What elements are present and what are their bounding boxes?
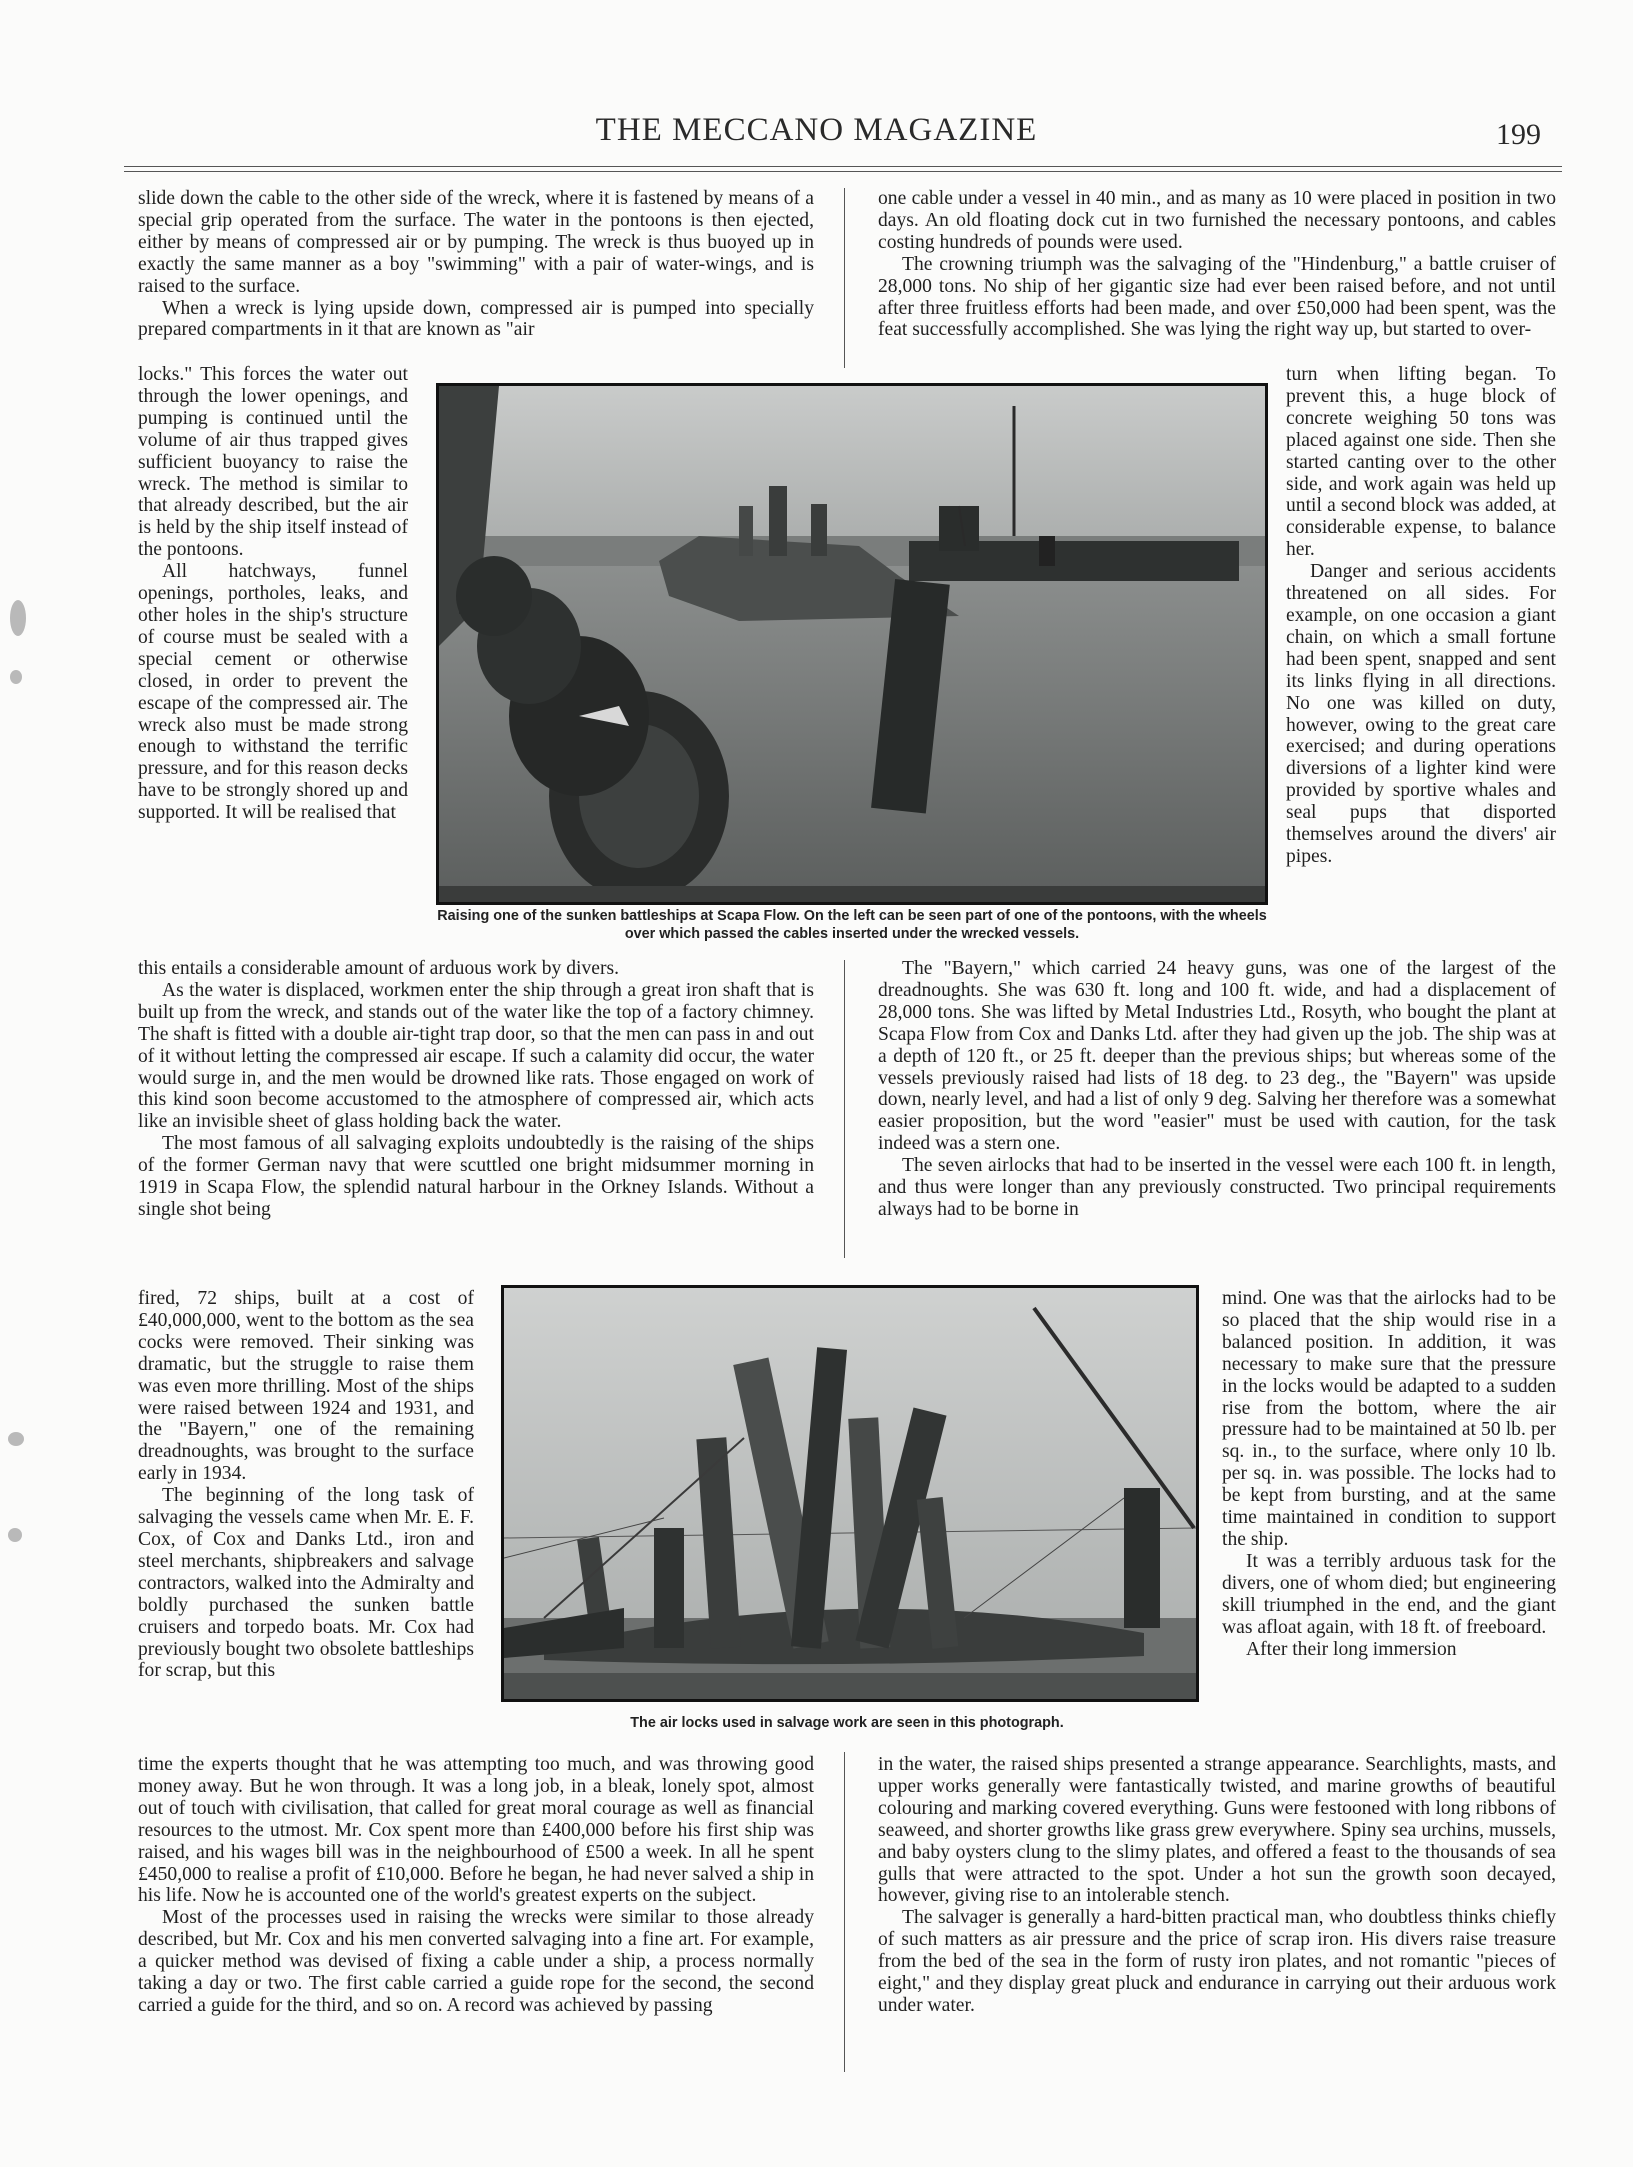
article-text-left-narrow-1: locks." This forces the water out through the lower openings, and pumping is continued until the volume of air thus trapped gives sufficient buoyancy to raise the wreck. The method is similar to that already described, but the air is held by the ship itself instead of the pontoons. All hatchways, funnel openings, portholes, leaks, and other holes in the ship's structure of course must be sealed with a special cement or otherwise closed, in order to prevent the escape of the compressed air. The wreck also must be made strong enough to withstand the terrific pressure, and for this reason decks have to be strongly shored up and supported. It will be realised that <box>138 364 408 824</box>
article-text-right-mid: The "Bayern," which carried 24 heavy guns, was one of the largest of the dreadnoughts. She was 630 ft. long and 100 ft. wide, and had a displacement of 28,000 tons. She was lifted by Metal Industries Ltd., Rosyth, who bought the plant at Scapa Flow from Cox and Danks Ltd. after they had given up the job. The ship was at a depth of 120 ft., or 25 ft. deeper than the previous ships; but whereas some of the vessels previously raised had lists of 18 deg. to 23 deg., the "Bayern" was upside down, nearly level, and had a list of only 9 deg. Salving her therefore was a somewhat easier proposition, but the word "easier" must be used with caution, for the task indeed was a stern one. The seven airlocks that had to be inserted in the vessel were each 100 ft. in length, and thus were longer than any previously constructed. Two principal requirements always had to be borne in <box>878 958 1556 1220</box>
margin-mark <box>8 1432 24 1446</box>
article-text-left-mid: this entails a considerable amount of arduous work by divers. As the water is displaced, workmen enter the ship through a great iron shaft that is built up from the wreck, and stands out of the water like the top of a factory chimney. The shaft is fitted with a double air-tight trap door, so that the men can pass in and out of it without letting the compressed air escape. If such a calamity did occur, the water would surge in, and the men would be drowned like rats. Those engaged on work of this kind soon become accustomed to the atmosphere of compressed air, which acts like an invisible sheet of glass holding back the water. The most famous of all salvaging exploits undoubtedly is the raising of the ships of the former German navy that were scuttled one bright midsummer morning in 1919 in Scapa Flow, the splendid natural harbour in the Orkney Islands. Without a single shot being <box>138 958 814 1220</box>
article-text-right-top: one cable under a vessel in 40 min., and as many as 10 were placed in position in two days. An old floating dock cut in two furnished the necessary pontoons, and cables costing hundreds of pounds were used. The crowning triumph was the salvaging of the "Hindenburg," a battle cruiser of 28,000 tons. No ship of her gigantic size had ever been raised before, and not until after three fruitless efforts had been made, and over £50,000 had been spent, was the feat successfully accomplished. She was lying the right way up, but started to over- <box>878 188 1556 341</box>
photo-caption-1: Raising one of the sunken battleships at Scapa Flow. On the left can be seen part of one of the pontoons, with the wheels over which passed the cables inserted under the wrecked vessels. <box>437 908 1267 942</box>
magazine-title: THE MECCANO MAGAZINE <box>595 112 1038 148</box>
page-number: 199 <box>1496 118 1541 151</box>
article-text-right-narrow-2: mind. One was that the airlocks had to be so placed that the ship would rise in a balanced position. In addition, it was necessary to make sure that the pressure in the locks would be adapted to a sudden rise from the bottom, where the air pressure had to be maintained at 50 lb. per sq. in., to the surface, where only 10 lb. per sq. in. was possible. The locks had to be kept from bursting, and at the same time maintained in condition to support the ship. It was a terribly arduous task for the divers, one of whom died; but engineering skill triumphed in the end, and the giant was afloat again, with 18 ft. of freeboard. After their long immersion <box>1222 1288 1556 1660</box>
margin-mark <box>8 1528 22 1542</box>
article-text-left-top: slide down the cable to the other side of the wreck, where it is fastened by means of a special grip operated from the surface. The water in the pontoons is then ejected, either by means of compressed air or by pumping. The wreck is thus buoyed up in exactly the same manner as a boy "swimming" with a pair of water-wings, and is raised to the surface. When a wreck is lying upside down, compressed air is pumped into specially prepared compartments in it that are known as "air <box>138 188 814 341</box>
photo-sunken-battleship <box>436 383 1268 905</box>
margin-mark <box>10 670 22 684</box>
article-text-right-bottom: in the water, the raised ships presented a strange appearance. Searchlights, masts, and upper works generally were fantastically twisted, and marine growths of beautiful colouring and marking covered everything. Guns were festooned with long ribbons of seaweed, and shorter growths like grass grew everywhere. Spiny sea urchins, mussels, and baby oysters clung to the slimy plates, and offered a feast to the thousands of sea gulls that were attracted to the spot. Under a hot sun the growth soon decayed, however, giving rise to an intolerable stench. The salvager is generally a hard-bitten practical man, who doubtless thinks chiefly of such matters as air pressure and the price of scrap iron. His divers raise treasure from the bed of the sea in the form of rusty iron plates, and not romantic "pieces of eight," and they display great pluck and endurance in carrying out their arduous work under water. <box>878 1754 1556 2016</box>
article-text-left-bottom: time the experts thought that he was attempting too much, and was throwing good money away. But he won through. It was a long job, in a bleak, lonely spot, almost out of touch with civilisation, that called for great moral courage as well as financial resources to the utmost. Mr. Cox spent more than £400,000 before his first ship was raised, and his wages bill was in the neighbourhood of £500 a week. In all he spent £450,000 to realise a profit of £10,000. Before he began, he had never salved a ship in his life. Now he is accounted one of the world's greatest experts on the subject. Most of the processes used in raising the wrecks were similar to those already described, but Mr. Cox and his men converted salvaging into a fine art. For example, a quicker method was devised of fixing a cable under a ship, a process normally taking a day or two. The first cable carried a guide rope for the second, the second carried a guide for the third, and so on. A record was achieved by passing <box>138 1754 814 2016</box>
photo-caption-2: The air locks used in salvage work are seen in this photograph. <box>630 1715 1064 1731</box>
photo-air-locks <box>501 1285 1199 1702</box>
photo-air-locks-image <box>504 1288 1196 1699</box>
photo-sunken-battleship-image <box>439 386 1265 902</box>
column-divider <box>844 1752 845 2072</box>
column-divider <box>844 960 845 1258</box>
header-rule <box>124 166 1562 167</box>
article-text-right-narrow-1: turn when lifting began. To prevent this, a huge block of concrete weighing 50 tons was placed against one side. Then she started canting over to the other side, and work again was held up until a second block was added, at considerable expense, to balance her. Danger and serious accidents threatened on all sides. For example, on one occasion a giant chain, on which a small fortune had been spent, snapped and sent its links flying in all directions. No one was killed on duty, however, owing to the great care exercised; and during operations diversions of a lighter kind were provided by sportive whales and seal pups that disported themselves around the divers' air pipes. <box>1286 364 1556 867</box>
margin-mark <box>10 600 26 636</box>
header-rule-2 <box>124 171 1562 172</box>
column-divider <box>844 188 845 368</box>
article-text-left-narrow-2: fired, 72 ships, built at a cost of £40,000,000, went to the bottom as the sea cocks were removed. Their sinking was dramatic, but the struggle to raise them was even more thrilling. Most of the ships were raised between 1924 and 1931, and the "Bayern," one of the remaining dreadnoughts, was brought to the surface early in 1934. The beginning of the long task of salvaging the vessels came when Mr. E. F. Cox, of Cox and Danks Ltd., iron and steel merchants, shipbreakers and salvage contractors, walked into the Admiralty and boldly purchased the sunken battle cruisers and torpedo boats. Mr. Cox had previously bought two obsolete battleships for scrap, but this <box>138 1288 474 1682</box>
